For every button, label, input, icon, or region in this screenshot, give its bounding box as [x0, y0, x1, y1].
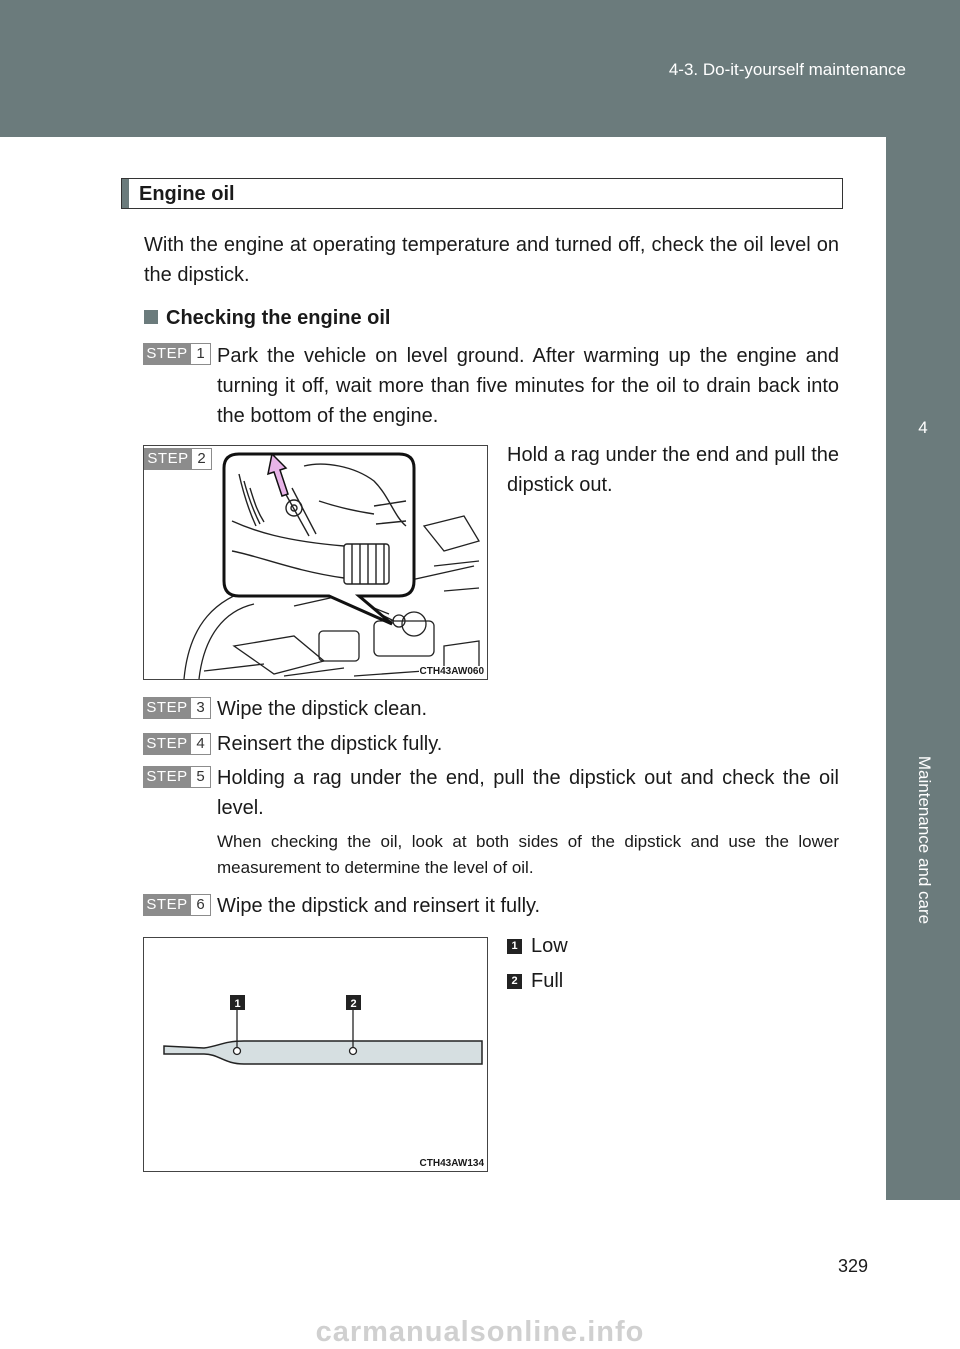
step-badge-label: STEP	[143, 733, 191, 755]
step-6-text: Wipe the dipstick and reinsert it fully.	[217, 895, 541, 917]
step-badge-label: STEP	[143, 766, 191, 788]
step-badge-label: STEP	[144, 448, 192, 470]
step-badge-4	[143, 733, 211, 755]
step-badge-1	[143, 343, 211, 365]
legend-low-label: Low	[531, 935, 568, 957]
legend-marker-1: 1	[507, 939, 522, 954]
chapter-side-tab	[886, 137, 960, 1200]
step-badge-number: 5	[191, 766, 211, 788]
subheading	[144, 307, 390, 330]
intro-paragraph: With the engine at operating temperature and turned off, check the oil level on the dipstick.	[144, 234, 839, 286]
header-section-title: 4-3. Do-it-yourself maintenance	[668, 60, 906, 79]
engine-dipstick-figure	[143, 445, 488, 680]
step-4-text: Reinsert the dipstick fully.	[217, 733, 443, 755]
step-badge-3	[143, 697, 211, 719]
step-3-text: Wipe the dipstick clean.	[217, 698, 428, 720]
engine-bay-illustration	[144, 446, 488, 680]
step-5-note: When checking the oil, look at both sides of the dipstick and use the lower measurement to determine the level of oil.	[217, 832, 839, 877]
section-heading-bar	[122, 179, 129, 208]
step-badge-6	[143, 894, 211, 916]
dipstick-level-figure	[143, 937, 488, 1172]
step-1-text: Park the vehicle on level ground. After warming up the engine and turning it off, wait more than five minutes for the oil to drain back into the bottom of the engine.	[217, 345, 839, 427]
step-badge-number: 3	[191, 697, 211, 719]
section-heading-box	[121, 178, 843, 209]
square-bullet-icon	[144, 310, 158, 324]
page-number: 329	[837, 1256, 868, 1276]
chapter-number: 4	[918, 418, 928, 437]
footer-watermark[interactable]: carmanualsonline.info	[315, 1316, 645, 1348]
section-title: Engine oil	[139, 183, 235, 205]
step-2-text: Hold a rag under the end and pull the dipstick out.	[507, 444, 839, 496]
step-5-text: Holding a rag under the end, pull the dipstick out and check the oil level.	[217, 767, 839, 819]
step-badge-label: STEP	[143, 697, 191, 719]
step-badge-number: 6	[191, 894, 211, 916]
subheading-text: Checking the engine oil	[166, 307, 391, 329]
legend-marker-2: 2	[507, 974, 522, 989]
full-marker-label: 2	[350, 998, 357, 1010]
step-badge-5	[143, 766, 211, 788]
low-marker-label: 1	[234, 998, 241, 1010]
step-badge-2	[144, 448, 212, 470]
chapter-title: Maintenance and care	[915, 755, 934, 925]
step-badge-number: 4	[191, 733, 211, 755]
step-badge-label: STEP	[143, 894, 191, 916]
step-badge-number: 1	[191, 343, 211, 365]
step-badge-number: 2	[192, 448, 212, 470]
figure-code: CTH43AW134	[419, 1158, 484, 1169]
figure-code: CTH43AW060	[419, 666, 484, 677]
step-badge-label: STEP	[143, 343, 191, 365]
dipstick-illustration	[144, 938, 488, 1172]
legend-full-label: Full	[531, 970, 564, 992]
